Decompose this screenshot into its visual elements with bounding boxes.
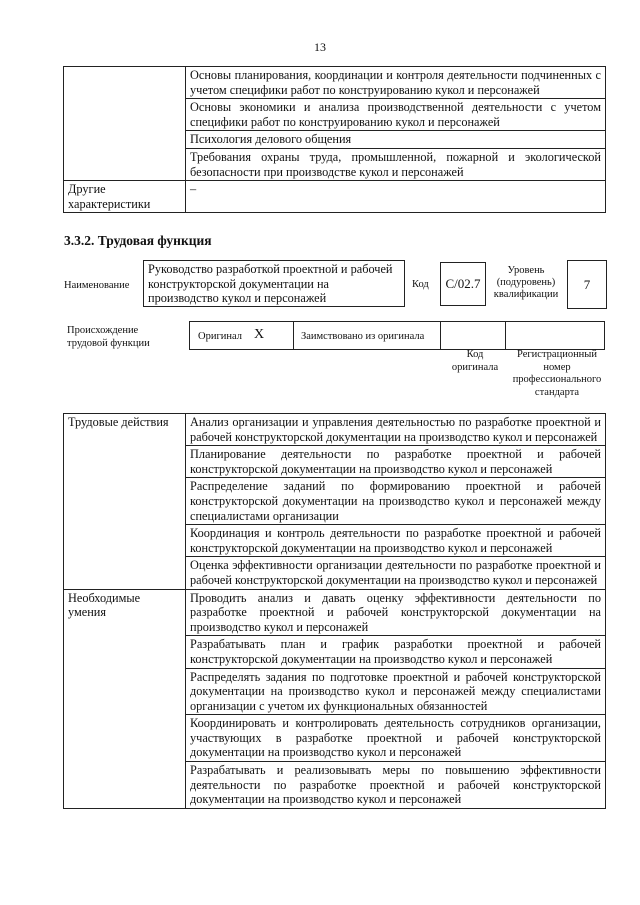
table-cell: Разрабатывать план и график разработки проектной и рабочей конструкторской документации на производство кукол и персонажей — [186, 636, 606, 668]
borrowed-label: Заимствовано из оригинала — [301, 331, 425, 342]
table-row — [64, 414, 606, 446]
original-mark: X — [254, 327, 265, 342]
other-characteristics-label: Другие характеристики — [64, 181, 186, 213]
table-cell: Требования охраны труда, промышленной, пожарной и экологической безопасности при производстве кукол и персонажей — [186, 148, 606, 180]
reg-number-label: Регистрационный номер профессионального стандарта — [512, 349, 602, 398]
table-row — [64, 181, 606, 213]
code-original-label: Код оригинала — [451, 349, 499, 373]
table-cell: Координация и контроль деятельности по разработке проектной и рабочей конструкторской документации на производство кукол и персонажей — [186, 525, 606, 557]
origin-box — [189, 321, 605, 350]
divider — [293, 322, 294, 349]
section-title: 3.3.2. Трудовая функция — [64, 233, 212, 248]
table-row — [64, 589, 606, 636]
code-label: Код — [412, 279, 429, 290]
page-number: 13 — [314, 40, 326, 54]
table-cell: Разрабатывать и реализовывать меры по повышению эффективности деятельности по разработке проектной и рабочей конструкторской документации на производство кукол и персонажей — [186, 762, 606, 809]
other-characteristics-value: – — [186, 181, 606, 213]
table-cell: Анализ организации и управления деятельностью по разработке проектной и рабочей конструкторской документации на производство кукол и персонажей — [186, 414, 606, 446]
divider — [505, 322, 506, 349]
level-label: Уровень (подуровень) квалификации — [493, 265, 559, 301]
original-label: Оригинал — [198, 331, 242, 342]
table-cell: Распределение заданий по формированию проектной и рабочей конструкторской документации на производство кукол и персонажей между специалистами организации — [186, 478, 606, 525]
labor-function-table — [63, 413, 606, 809]
actions-label: Трудовые действия — [64, 414, 186, 590]
table-cell: Планирование деятельности по разработке проектной и рабочей конструкторской документации на производство кукол и персонажей — [186, 446, 606, 478]
level-value: 7 — [583, 277, 591, 292]
table-cell: Оценка эффективности организации деятельности по разработке проектной и рабочей конструкторской документации на производство кукол и персонажей — [186, 557, 606, 589]
function-name-box — [143, 260, 405, 307]
function-name: Руководство разработкой проектной и рабочей конструкторской документации на производство кукол и персонажей — [148, 262, 393, 306]
code-value-box — [440, 262, 486, 306]
table-cell: Психология делового общения — [186, 131, 606, 149]
knowledge-table-continuation — [63, 66, 606, 213]
table-cell: Распределять задания по подготовке проектной и рабочей конструкторской документации на производство кукол и персонажей между специалистами организации с учетом их функциональных обязанностей — [186, 668, 606, 715]
code-value: C/02.7 — [445, 276, 481, 291]
name-label: Наименование — [64, 280, 130, 291]
origin-label: Происхождение трудовой функции — [67, 325, 150, 349]
table-cell: Проводить анализ и давать оценку эффективности деятельности по разработке проектной и рабочей конструкторской документации на производство кукол и персонажей — [186, 589, 606, 636]
table-cell: Координировать и контролировать деятельность сотрудников организации, участвующих в разработке проектной и рабочей конструкторской документации на производство кукол и персонажей — [186, 715, 606, 762]
level-value-box — [567, 260, 607, 309]
skills-label: Необходимые умения — [64, 589, 186, 808]
divider — [440, 322, 441, 349]
table-row — [64, 67, 606, 99]
table-cell: Основы планирования, координации и контроля деятельности подчиненных с учетом специфики работ по конструированию кукол и персонажей — [186, 67, 606, 99]
table-cell: Основы экономики и анализа производственной деятельности с учетом специфики работ по конструированию кукол и персонажей — [186, 99, 606, 131]
empty-label-cell — [64, 67, 186, 181]
